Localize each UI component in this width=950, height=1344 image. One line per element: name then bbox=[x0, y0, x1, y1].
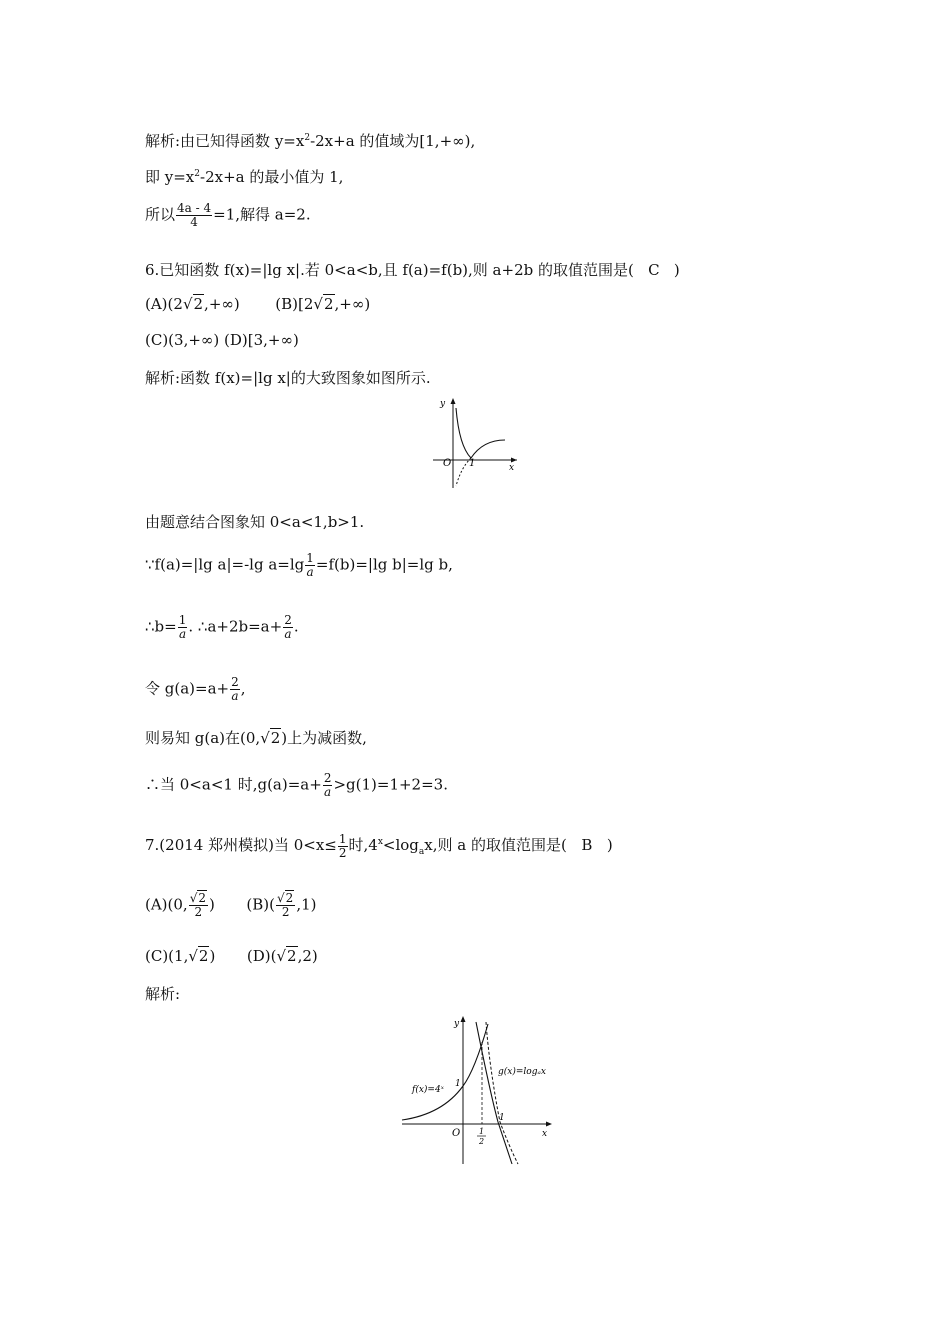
curve-label-g: g(x)=logₐx bbox=[498, 1067, 546, 1077]
question-6-solution-2: 由题意结合图象知 0<a<1,b>1. bbox=[145, 513, 365, 531]
question-6-solution-7: ∴当 0<a<1 时,g(a)=a+ $\frac{2}{a}$ >g(1)=1+2=3. bbox=[145, 771, 448, 799]
tick-label-x-1: 1 bbox=[499, 1113, 505, 1123]
axis-label-x: x bbox=[542, 1129, 548, 1139]
solution-line-2: 即 $y=x^2-2x+a$ 的最小值为 1, bbox=[145, 168, 344, 186]
tick-label-y-1: 1 bbox=[455, 1079, 461, 1089]
tick-label-half-num: 1 bbox=[479, 1127, 485, 1136]
fraction: $\frac{4a - 4}{4}$ bbox=[177, 201, 212, 229]
question-6-solution-1: 解析:函数 f(x)=|lg x|的大致图象如图所示. bbox=[145, 369, 431, 387]
axis-label-x: x bbox=[509, 463, 515, 473]
sqrt-symbol: √2 bbox=[313, 295, 334, 313]
solution-line-3: 所以 $\frac{4a - 4}{4}$ =1,解得 a=2. bbox=[145, 201, 311, 229]
axis-label-y: y bbox=[454, 1019, 460, 1029]
solution-line-1: 解析:由已知得函数 $y=x^2-2x+a$ 的值域为[1,+∞), bbox=[145, 132, 476, 150]
question-6-solution-3: ∵f(a)=|lg a|=-lg a=lg $\frac{1}{a}$ =f(b)=|lg b|=lg b, bbox=[145, 551, 453, 579]
sqrt-symbol: √2 bbox=[182, 295, 204, 313]
question-6-options-ab: (A)(2√2,+∞) (B)[2√2,+∞) bbox=[145, 295, 371, 313]
question-6-solution-6: 则易知 g(a)在(0,√2)上为减函数, bbox=[145, 729, 367, 747]
answer-letter: C bbox=[648, 261, 660, 279]
question-6-stem: 6.已知函数 f(x)=|lg x|.若 0<a<b,且 f(a)=f(b),则 a+2b 的取值范围是( C ) bbox=[145, 261, 680, 279]
curve-label-f: f(x)=4ˣ bbox=[412, 1085, 444, 1095]
question-6-options-cd: (C)(3,+∞) (D)[3,+∞) bbox=[145, 331, 299, 349]
question-7-solution-label: 解析: bbox=[145, 985, 181, 1003]
graph-exp-log bbox=[400, 1012, 560, 1168]
answer-letter: B bbox=[581, 836, 593, 854]
axis-label-y: y bbox=[440, 399, 446, 409]
origin-label: O bbox=[452, 1128, 461, 1139]
tick-label-1: 1 bbox=[469, 458, 476, 469]
question-6-solution-4: ∴b= $\frac{1}{a}$ . ∴a+2b=a+ $\frac{2}{a}$ . bbox=[145, 613, 299, 641]
question-7-options-ab: (A)(0, $\frac{√2}{2}$ ) (B)( $\frac{√2}{2}$ ,1) bbox=[145, 891, 317, 919]
question-7-stem: 7.(2014 郑州模拟)当 0<x≤ $\frac{1}{2}$ 时$,4^x<\log_ax$,则 a 的取值范围是( B ) bbox=[145, 831, 613, 860]
question-6-solution-5: 令 g(a)=a+ $\frac{2}{a}$ , bbox=[145, 675, 246, 703]
graph-abs-log bbox=[425, 394, 525, 490]
question-7-options-cd: (C)(1,√2) (D)(√2,2) bbox=[145, 947, 318, 965]
origin-label: O bbox=[443, 458, 452, 469]
tick-label-half-den: 2 bbox=[479, 1137, 485, 1146]
